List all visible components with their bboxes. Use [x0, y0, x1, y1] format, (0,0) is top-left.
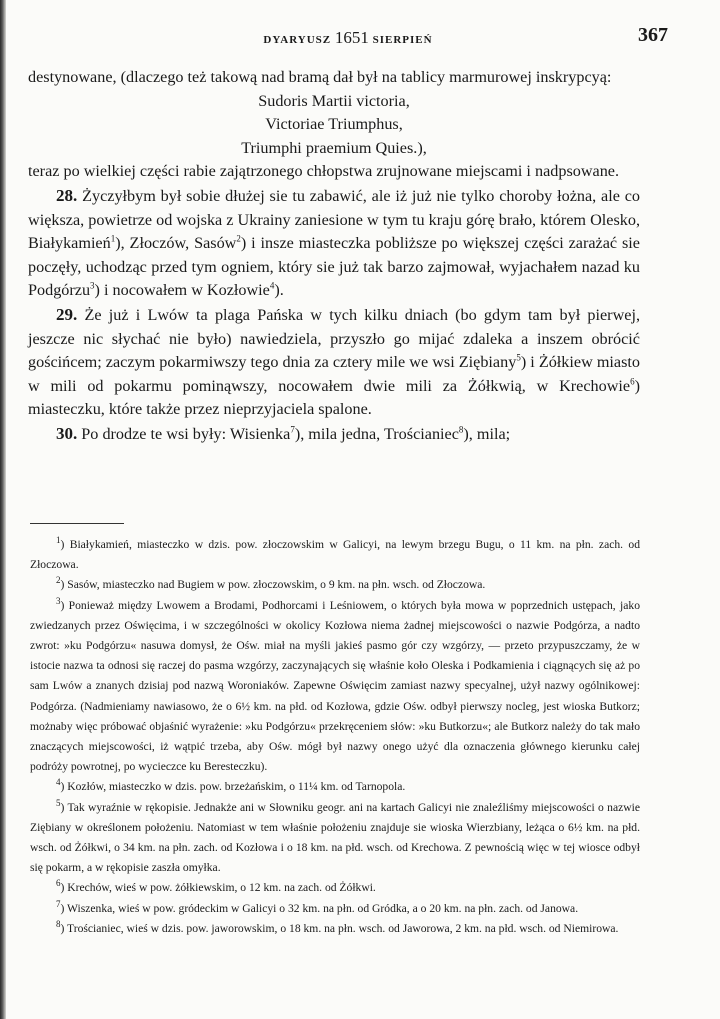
footnote-ref[interactable]: 2	[236, 233, 241, 244]
paragraph-30	[28, 422, 640, 447]
page-binding-edge	[0, 0, 6, 1019]
running-title	[28, 28, 668, 48]
inscription-line-2: Victoriae Triumphus,	[265, 115, 403, 134]
inscription-line-1: Sudoris Martii victoria,	[258, 91, 410, 110]
footnote-ref[interactable]: 3	[90, 280, 95, 291]
footnote-text: ) Ponieważ między Lwowem a Brodami, Podhorcami i Leśniowem, o których była mowa w poprzednich ustępach, jako zwiedzanych przez Oświęcima, i w szczególności w okolicy Kozłowa niema żadnej miejscowości o nazwie Podgórza, a nadto zwrot: »ku Podgórzu« nasuwa domysł, że Ośw. miał na myśli jakieś pasmo gór czy wzgórzy, — przeto przypuszczamy, że w istocie nazwa ta odnosi się raczej do pasma wzgórzy, zaczynających się właśnie koło Oleska i Podkamienia i ciągnących się aż po sam Lwów a znanych dzisiaj pod nazwą Woroniaków. Zapewne Oświęcim zamiast nazwy specyalnej, użył nazwy ogólnikowej: Podgórza. (Nadmieniamy nawiasowo, że o 6½ km. na płd. od Kozłowa, gdzie Ośw. odbył pierwszy nocleg, jest wioska Butkorz; możnaby więc próbować objaśnić wyrażenie: »ku Podgórzu« przekręceniem słów: »ku Butkorzu«; ale Butkorz należy do tak mało znaczących miejscowości, iż wątpić trzeba, aby Ośw. mógł był nazwy onego użyć dla oznaczenia głównego kierunku całej podróży powrotnej, po wycieczce ku Beresteczku).	[30, 598, 640, 774]
paragraph-number: 28.	[56, 185, 78, 205]
footnote-1	[30, 535, 640, 575]
footnote-text: ) Krechów, wieś w pow. żółkiewskim, o 12 km. na zach. od Żółkwi.	[60, 881, 376, 895]
footnote-ref[interactable]: 4	[269, 280, 275, 291]
paragraph-text: Po drodze te wsi były: Wisienka	[81, 424, 291, 443]
footnote-ref[interactable]: 7	[290, 424, 295, 435]
footnote-mark: 8	[56, 919, 61, 929]
paragraph-28	[28, 184, 640, 303]
footnote-ref[interactable]: 1	[110, 233, 116, 244]
paragraph-text: ) i Żółkiew miasto w mili od pokarmu pominąwszy, nocowałem dwie mili za Żółkwią, w Krechowie	[28, 353, 641, 395]
page-header	[28, 22, 668, 52]
footnote-5	[30, 798, 640, 879]
footnote-mark: 7	[56, 898, 61, 909]
main-text	[28, 66, 640, 447]
footnote-2	[30, 575, 640, 595]
footnote-text: ) Sasów, miasteczko nad Bugiem w pow. złoczowskim, o 9 km. na płn. wsch. od Złoczowa.	[60, 578, 486, 592]
footnote-text: ) Kozłów, miasteczko w dzis. pow. brzeżańskim, o 11¼ km. od Tarnopola.	[60, 780, 406, 794]
paragraph-text: ) miasteczku, które także przez nieprzyjaciela spalone.	[28, 376, 640, 419]
footnote-text: ) Tak wyraźnie w rękopisie. Jednakże ani w Słowniku geogr. ani na kartach Galicyi nie znaleźliśmy miejscowości o nazwie Ziębiany w określonem położeniu. Natomiast w tem właśnie położeniu znajduje sie wioska Wierzbiany, leżąca o 6½ km. na płd. wsch. od Żółkwi, o 34 km. na płn. zach. od Kozłowa i o 18 km. na płd. wsch. od Krechowa. Z pewnością więc w tej wiosce odbył się pokarm, a w rękopisie zaszła omyłka.	[30, 800, 640, 875]
footnote-ref[interactable]: 5	[516, 352, 521, 363]
page-number: 367	[638, 24, 668, 46]
footnotes	[30, 535, 640, 939]
paragraph-intro-continued: teraz po wielkiej części rabie zajątrzonego chłopstwa zrujnowane miejscami i nadpsowane.	[28, 162, 620, 181]
running-title-year: 1651	[334, 28, 369, 47]
footnote-mark: 2	[56, 575, 61, 586]
footnote-ref[interactable]: 8	[458, 424, 464, 435]
paragraph-29	[28, 303, 640, 422]
footnote-mark: 6	[56, 878, 61, 889]
footnote-mark: 5	[56, 797, 61, 808]
paragraph-text: ), mila;	[463, 424, 511, 443]
footnote-mark: 1	[56, 535, 61, 546]
running-title-prefix: DYARYUSZ	[263, 34, 332, 46]
footnote-6	[30, 878, 640, 898]
paragraph-number: 29.	[56, 304, 78, 324]
paragraph-number: 30.	[56, 423, 78, 443]
running-title-suffix: SIERPIEŃ	[372, 34, 433, 46]
footnote-text: ) Trościaniec, wieś w dzis. pow. jaworowskim, o 18 km. na płn. wsch. od Jaworowa, 2 km. na płd. wsch. od Niemirowa.	[60, 921, 619, 935]
footnote-mark: 3	[56, 595, 61, 606]
paragraph-text: Że już i Lwów ta plaga Pańska w tych kilku dniach (bo gdym tam był pierwej, jeszcze nic słychać nie było) nawiedziela, przyszło go mijać zdaleka a inszem obrócić gościńcem; zaczym pokarmiwszy tego dnia za cztery mile we wsi Ziębiany	[28, 305, 640, 372]
paragraph-text: ) i insze miasteczka pobliższe po większej części zarażać sie poczęły, uchodząc przed tym ogniem, który sie już tak barzo zajmował, wyjachałem nazad ku Podgórzu	[28, 234, 640, 300]
footnote-3	[30, 596, 640, 778]
paragraph-intro: destynowane, (dlaczego też takową nad bramą dał był na tablicy marmurowej inskrypcyą:	[28, 68, 612, 86]
paragraph-text: ).	[274, 281, 284, 300]
footnote-separator	[30, 523, 124, 524]
footnote-7	[30, 899, 640, 919]
footnote-8	[30, 919, 640, 939]
footnote-text: ) Białykamień, miasteczko w dzis. pow. złoczowskim w Galicyi, na lewym brzegu Bugu, o 11 km. na płn. zach. od Złoczowa.	[30, 538, 640, 572]
paragraph-text: ) i nocowałem w Kozłowie	[94, 281, 270, 300]
paragraph-text: ), Złoczów, Sasów	[115, 234, 237, 253]
paragraph-text: ), mila jedna, Trościaniec	[294, 424, 459, 443]
footnote-ref[interactable]: 6	[630, 376, 635, 387]
paragraph-text: Życzyłbym był sobie dłużej sie tu zabawić, ale iż już nie tylko choroby łożna, ale co większa, powietrze od wojska z Ukrainy zaniesione w tym tu kraju górę brało, którem Olesko, Białykamień	[28, 186, 641, 253]
footnote-4	[30, 777, 640, 797]
inscription-line-3: Triumphi praemium Quies.),	[241, 138, 427, 157]
footnote-text: ) Wiszenka, wieś w pow. gródeckim w Galicyi o 32 km. na płn. od Gródka, a o 20 km. na płn. zach. od Janowa.	[60, 901, 579, 915]
footnote-mark: 4	[56, 777, 61, 788]
